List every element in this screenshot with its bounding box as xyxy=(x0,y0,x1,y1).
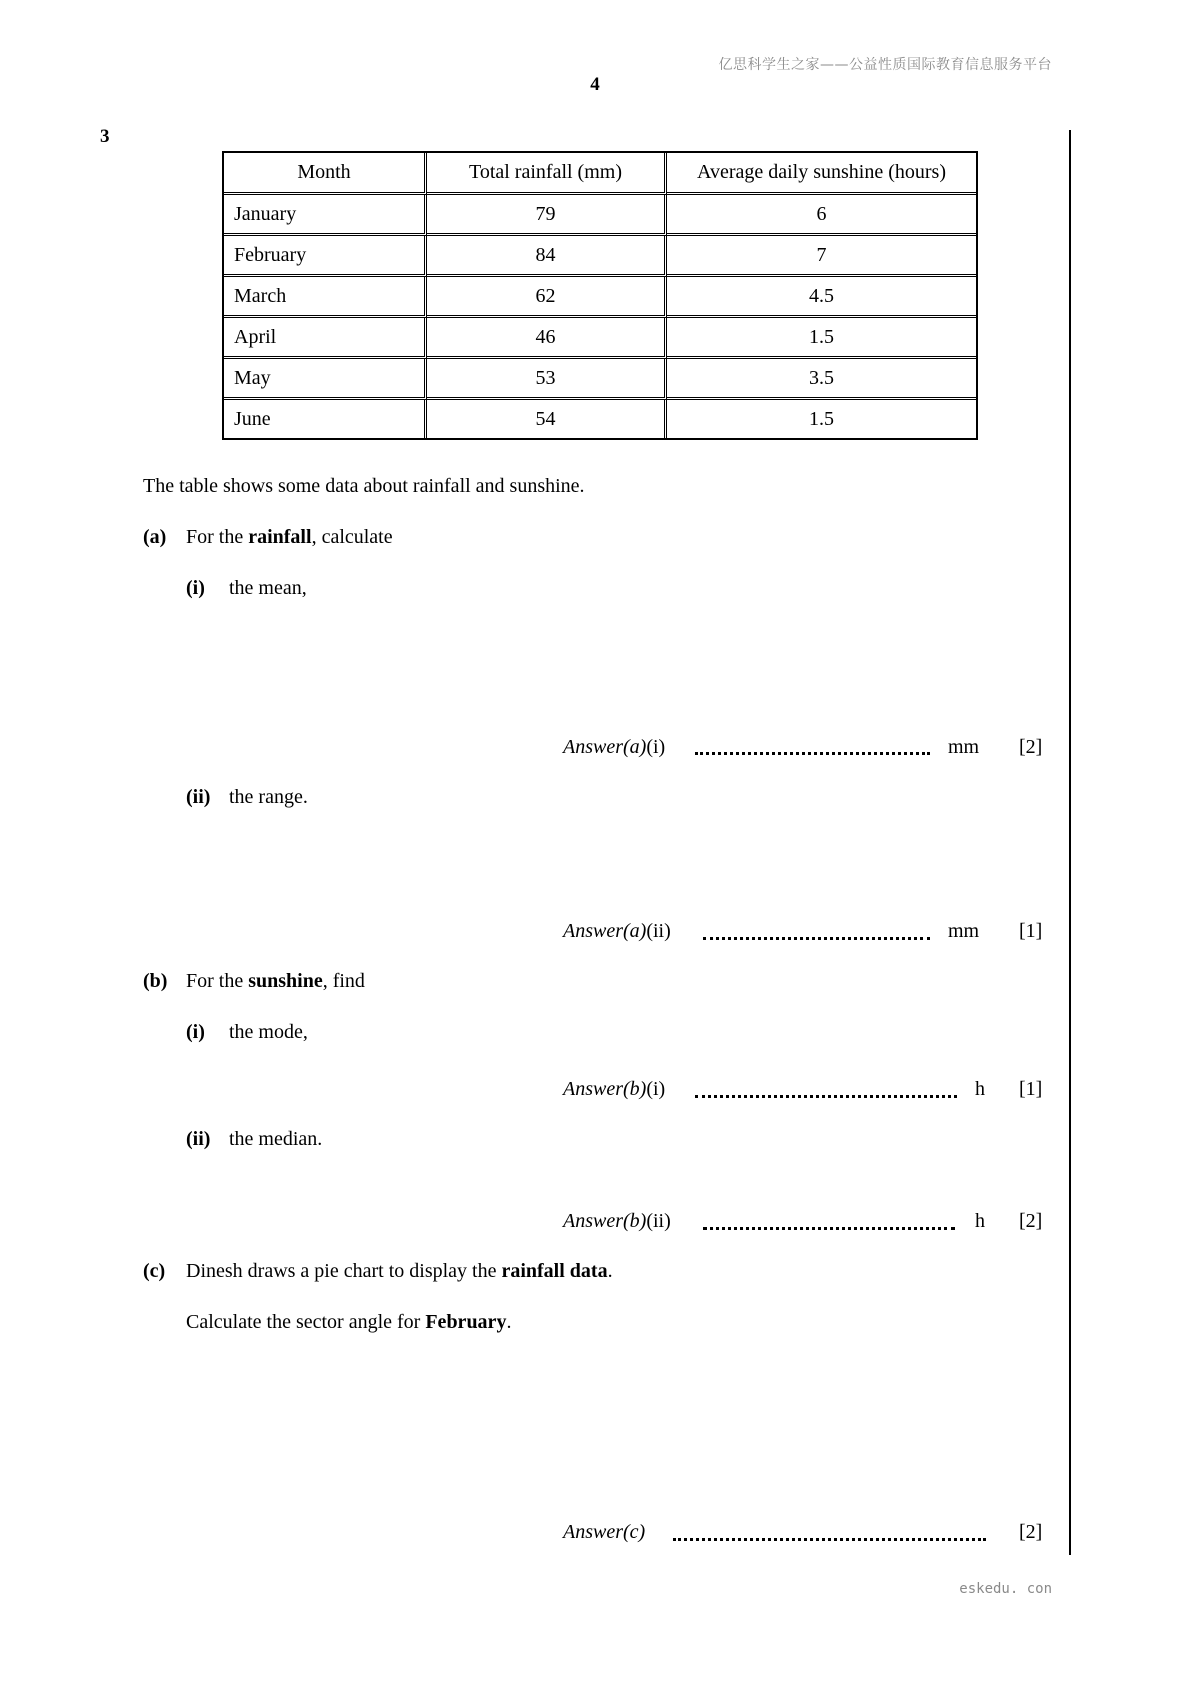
answer-a-i-marks: [2] xyxy=(1019,736,1043,758)
part-a-stem-bold: rainfall xyxy=(248,526,312,548)
answer-a-i-unit: mm xyxy=(948,736,980,758)
table-row xyxy=(224,400,976,438)
part-a-stem-pre: For the xyxy=(186,526,249,548)
table-row xyxy=(224,277,976,318)
part-b-i-label: (i) xyxy=(186,1021,205,1043)
table-cell: February xyxy=(224,236,427,277)
table-cell: March xyxy=(224,277,427,318)
question-number: 3 xyxy=(100,126,110,147)
page-number: 4 xyxy=(590,74,600,95)
part-b-stem-post: , find xyxy=(322,970,365,992)
answer-b-i-label: Answer(b)(i) xyxy=(563,1078,666,1100)
part-c-line2 xyxy=(186,1311,511,1334)
part-c-line2-post: . xyxy=(506,1311,512,1333)
part-b-stem xyxy=(186,970,365,993)
part-c-line1-bold: rainfall data xyxy=(501,1260,608,1282)
table-cell: May xyxy=(224,359,427,400)
answer-c-line[interactable] xyxy=(673,1538,986,1541)
part-b-stem-bold: sunshine xyxy=(248,970,323,992)
table-cell: 4.5 xyxy=(667,277,976,318)
table-row xyxy=(224,359,976,400)
part-a-ii-label: (ii) xyxy=(186,786,211,808)
part-c-line2-bold: February xyxy=(425,1311,507,1333)
part-a-i-label: (i) xyxy=(186,577,205,599)
answer-b-ii-unit: h xyxy=(975,1210,985,1232)
answer-a-ii-unit: mm xyxy=(948,920,980,942)
answer-b-i-line[interactable] xyxy=(695,1095,957,1098)
answer-a-ii-marks: [1] xyxy=(1019,920,1043,942)
intro-text: The table shows some data about rainfall and sunshine. xyxy=(143,475,585,497)
table-cell: 54 xyxy=(427,400,667,438)
watermark: 亿思科学生之家——公益性质国际教育信息服务平台 xyxy=(718,57,1052,73)
answer-a-i-line[interactable] xyxy=(695,752,930,755)
table-header-row xyxy=(224,153,976,195)
part-a-stem xyxy=(186,526,393,549)
rainfall-sunshine-table xyxy=(222,151,978,440)
part-b-label: (b) xyxy=(143,970,168,992)
part-a-label: (a) xyxy=(143,526,167,548)
table-cell: April xyxy=(224,318,427,359)
table-cell: 79 xyxy=(427,195,667,236)
table-cell: January xyxy=(224,195,427,236)
answer-a-ii-label: Answer(a)(ii) xyxy=(563,920,671,942)
answer-b-ii-line[interactable] xyxy=(703,1227,955,1230)
table-row xyxy=(224,318,976,359)
table-cell: 1.5 xyxy=(809,407,834,430)
part-a-i-text: the mean, xyxy=(229,577,307,599)
table-cell: 7 xyxy=(667,236,976,277)
answer-b-ii-label: Answer(b)(ii) xyxy=(563,1210,671,1232)
table-header-cell: Total rainfall (mm) xyxy=(427,153,667,195)
margin-rule xyxy=(1069,130,1071,1555)
footer-watermark: eskedu. con xyxy=(959,1581,1052,1597)
part-c-label: (c) xyxy=(143,1260,166,1282)
answer-b-i-marks: [1] xyxy=(1019,1078,1043,1100)
part-c-line1-post: . xyxy=(607,1260,613,1282)
part-b-ii-label: (ii) xyxy=(186,1128,211,1150)
answer-b-i-unit: h xyxy=(975,1078,985,1100)
part-b-ii-text: the median. xyxy=(229,1128,323,1150)
table-cell: 46 xyxy=(427,318,667,359)
table-row xyxy=(224,195,976,236)
answer-c-marks: [2] xyxy=(1019,1521,1043,1543)
table-cell: 3.5 xyxy=(667,359,976,400)
part-a-ii-text: the range. xyxy=(229,786,308,808)
part-a-stem-post: , calculate xyxy=(311,526,393,548)
part-c-line1 xyxy=(186,1260,613,1283)
table-cell: 84 xyxy=(427,236,667,277)
part-c-line2-pre: Calculate the sector angle for xyxy=(186,1311,426,1333)
part-c-line1-pre: Dinesh draws a pie chart to display the xyxy=(186,1260,502,1282)
table-cell: June xyxy=(224,400,427,438)
table-cell: 53 xyxy=(427,359,667,400)
table-cell: 62 xyxy=(427,277,667,318)
table-cell: 1.5 xyxy=(667,318,976,359)
table-row xyxy=(224,236,976,277)
table-cell: 6 xyxy=(667,195,976,236)
part-b-i-text: the mode, xyxy=(229,1021,308,1043)
table-header-cell: Month xyxy=(224,153,427,195)
table-header-cell: Average daily sunshine (hours) xyxy=(667,153,976,195)
answer-a-ii-line[interactable] xyxy=(703,937,930,940)
answer-a-i-label: Answer(a)(i) xyxy=(563,736,666,758)
answer-b-ii-marks: [2] xyxy=(1019,1210,1043,1232)
answer-c-label: Answer(c) xyxy=(563,1521,646,1543)
part-b-stem-pre: For the xyxy=(186,970,249,992)
